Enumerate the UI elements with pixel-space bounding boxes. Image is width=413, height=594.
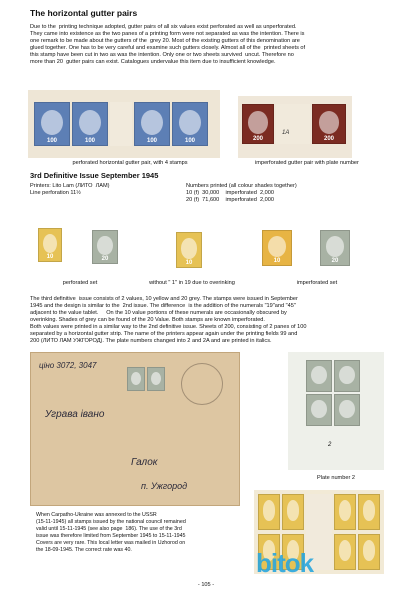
stamp-grey-20 (306, 394, 332, 426)
stamp-grey-20 (334, 394, 360, 426)
section-title: 3rd Definitive Issue September 1945 (30, 171, 159, 180)
stamp-yellow-10-overinked: 10 (176, 232, 202, 268)
photo-caption: without " 1" in 19 due to overinking (149, 280, 235, 286)
photo-caption: imperforated set (296, 280, 338, 286)
printer-info (30, 183, 110, 197)
cover-line: valid until 15-11-1945 (see also page 186). The use of the 3rd (36, 526, 182, 532)
stamp-yellow-10 (334, 534, 356, 570)
gutter-strip (276, 104, 310, 144)
photo-caption: Plate number 2 (317, 475, 355, 481)
body-line: adjacent to the value tablet. On the 10 value portions of these numerals are occasionally obscured by (30, 310, 287, 316)
intro-line: glued together. One has to be very careful and examine such gutters closely. Almost all of the printed sheets of (30, 45, 306, 51)
envelope-handwriting: Уграва івано (45, 409, 105, 420)
body-line: separated by a horizontal gutter strip. The name of the printers appear again under the printing fields 99 and (30, 331, 298, 337)
photo-caption: perforated horizontal gutter pair, with 4 stamps (72, 160, 188, 166)
stamp-yellow-10 (282, 494, 304, 530)
info-line: Numbers printed (all colour shades together) (186, 183, 297, 189)
postmark (181, 363, 223, 405)
body-line: Both values were printed in a similar way to the 2nd definitive issue. Sheets of 200, consisting of 2 panes of 100 (30, 324, 307, 330)
intro-line: this stamp have been cut in two as was the intention. Only one or two sheets survived uncut. Therefore no (30, 52, 294, 58)
cover-line: the 18-09-1945. The correct rate was 40. (36, 547, 132, 553)
watermark-logo: bitok (256, 548, 314, 578)
intro-paragraph (30, 24, 390, 66)
stamp-yellow-10 (358, 494, 380, 530)
stamp-blue-100: 100 (172, 102, 208, 146)
body-paragraph (30, 296, 390, 345)
stamp-yellow-10: 10 (38, 228, 62, 262)
print-numbers (186, 183, 297, 204)
envelope-handwriting: п. Ужгород (141, 481, 188, 491)
cover-envelope (30, 352, 240, 506)
plate-number-mark: 2 (328, 442, 332, 448)
stamp-grey-20-imperf: 20 (320, 230, 350, 266)
body-line: overinking. Shades of grey can be found of the 20 Value. Both stamps are known imperforated. (30, 317, 265, 323)
body-line: 1945 and the design is similar to the 2nd issue. The difference is the addition of the numerals "19"and "45" (30, 303, 296, 309)
stamp-blue-100: 100 (34, 102, 70, 146)
gutter-pair-photo-brown (238, 96, 352, 158)
cover-line: When Carpatho-Ukraine was annexed to the USSR (36, 512, 157, 518)
photo-caption: perforated set (62, 280, 98, 286)
info-line: 20 (f) 71,600 imperforated 2,000 (186, 197, 274, 203)
stamp-brown-200: 200 (312, 104, 346, 144)
cover-description (36, 512, 252, 554)
gutter-strip (110, 102, 132, 146)
stamp-on-cover (147, 367, 165, 391)
stamp-blue-100: 100 (134, 102, 170, 146)
stamp-blue-100: 100 (72, 102, 108, 146)
stamp-grey-20: 20 (92, 230, 118, 264)
intro-line: They came into existence as the two panes of a printing form were not separated as was the intention. There is (30, 31, 305, 37)
stamp-yellow-10-imperf: 10 (262, 230, 292, 266)
body-line: The third definitive issue consists of 2 values, 10 yellow and 20 grey. The stamps were issued in September (30, 296, 298, 302)
stamp-on-cover (127, 367, 145, 391)
info-line: 10 (f) 30,000 imperforated 2,000 (186, 190, 274, 196)
intro-line: Due to the printing technique adopted, gutter pairs of all six values exist perforated as well as unperforated. (30, 24, 297, 30)
stamp-yellow-10 (334, 494, 356, 530)
cover-line: issue was therefore limited from September 1945 to 15-11-1945 (36, 533, 186, 539)
body-line: 200 (ЛИТО ЛАМ УЖГОРОД). The plate numbers changed into 2 and 2A and are printed in italics. (30, 338, 272, 344)
plate-number-mark: 1A (282, 130, 290, 136)
cover-line: Covers are very rare. This local letter was mailed in Uzhorod on (36, 540, 186, 546)
info-line: Printers: Lito Lam (ЛИТО ЛАМ) (30, 183, 110, 189)
intro-line: more than 20 gutter pairs can exist. Catalogues undervalue this item due to insufficient knowledge. (30, 59, 276, 65)
cover-line: (15-11-1945) all stamps issued by the national council remained (36, 519, 186, 525)
photo-caption: imperforated gutter pair with plate number (255, 160, 359, 166)
info-line: Line perforation 11½ (30, 190, 81, 196)
envelope-handwriting: ціно 3072, 3047 (39, 361, 97, 370)
stamp-yellow-10 (258, 494, 280, 530)
plate-block-grey (288, 352, 384, 470)
envelope-handwriting: Галок (131, 457, 158, 468)
stamp-brown-200: 200 (242, 104, 274, 144)
gutter-pair-photo-blue (28, 90, 220, 158)
stamp-grey-20 (306, 360, 332, 392)
stamp-grey-20 (334, 360, 360, 392)
page-title: The horizontal gutter pairs (30, 8, 138, 18)
intro-line: one remark to be made about the gutters of the grey 20. Most of the existing gutters of this denomination are (30, 38, 300, 44)
page-number: - 105 - (197, 582, 215, 588)
stamp-yellow-10 (358, 534, 380, 570)
